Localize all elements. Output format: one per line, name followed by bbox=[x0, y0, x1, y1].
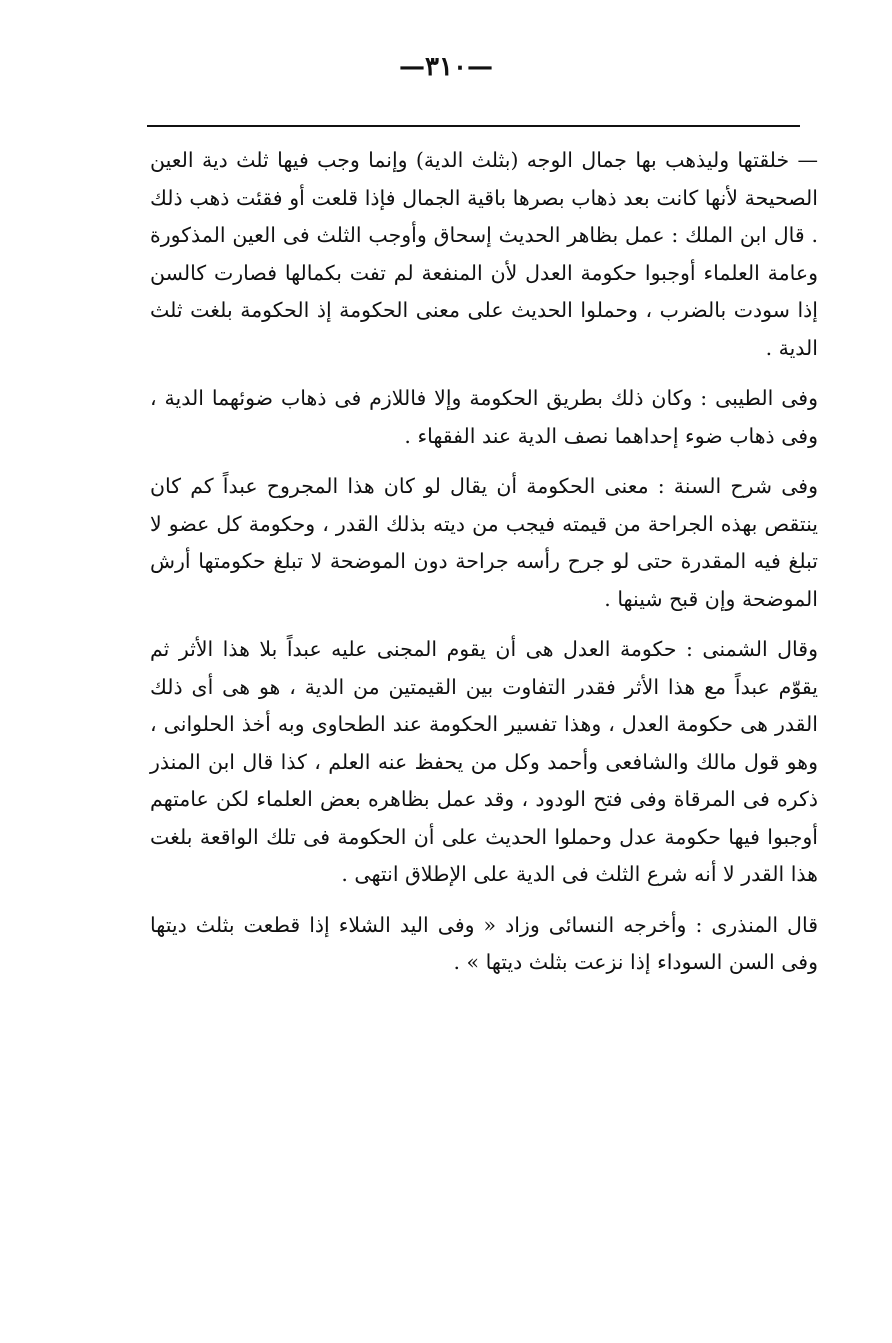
page-number: —٣١٠— bbox=[399, 52, 493, 82]
paragraph-1: — خلقتها وليذهب بها جمال الوجه (بثلث الدية) وإنما وجب فيها ثلث دية العين الصحيحة لأنها كانت بعد ذهاب بصرها باقية الجمال فإذا قلعت أو فقئت ذهب ذلك . قال ابن الملك : عمل بظاهر الحديث إسحاق وأوجب الثلث فى العين المذكورة وعامة العلماء أوجبوا حكومة العدل لأن المنفعة لم تفت بكمالها فصارت كالسن إذا سودت بالضرب ، وحملوا الحديث على معنى الحكومة إذ الحكومة بلغت ثلث الدية . bbox=[150, 148, 818, 360]
header-rule bbox=[147, 125, 800, 127]
paragraph-3: وفى شرح السنة : معنى الحكومة أن يقال لو كان هذا المجروح عبداً كم كان ينتقص بهذه الجراحة من قيمته فيجب من ديته بذلك القدر ، وحكومة كل عضو لا تبلغ فيه المقدرة حتى لو جرح رأسه جراحة دون الموضحة لا تبلغ حكومتها أرش الموضحة وإن قبح شينها . bbox=[150, 474, 818, 611]
paragraph-2: وفى الطيبى : وكان ذلك بطريق الحكومة وإلا فاللازم فى ذهاب ضوئهما الدية ، وفى ذهاب ضوء إحداهما نصف الدية عند الفقهاء . bbox=[150, 386, 818, 448]
paragraph-4: وقال الشمنى : حكومة العدل هى أن يقوم المجنى عليه عبداً بلا هذا الأثر ثم يقوّم عبداً مع هذا الأثر فقدر التفاوت بين القيمتين من الدية ، هو هى أى ذلك القدر هى حكومة العدل ، وهذا تفسير الحكومة عند الطحاوى وبه أخذ الحلوانى ، وهو قول مالك والشافعى وأحمد وكل من يحفظ عنه العلم ، كذا قال ابن المنذر ذكره فى المرقاة وفى فتح الودود ، وقد عمل بظاهره بعض العلماء لكن عامتهم أوجبوا فيها حكومة عدل وحملوا الحديث على أن الحكومة فى تلك الواقعة بلغت هذا القدر لا أنه شرع الثلث فى الدية على الإطلاق انتهى . bbox=[150, 637, 818, 886]
main-text bbox=[150, 142, 818, 995]
paragraph-5: قال المنذرى : وأخرجه النسائى وزاد « وفى اليد الشلاء إذا قطعت بثلث ديتها وفى السن السوداء إذا نزعت بثلث ديتها » . bbox=[150, 912, 818, 974]
